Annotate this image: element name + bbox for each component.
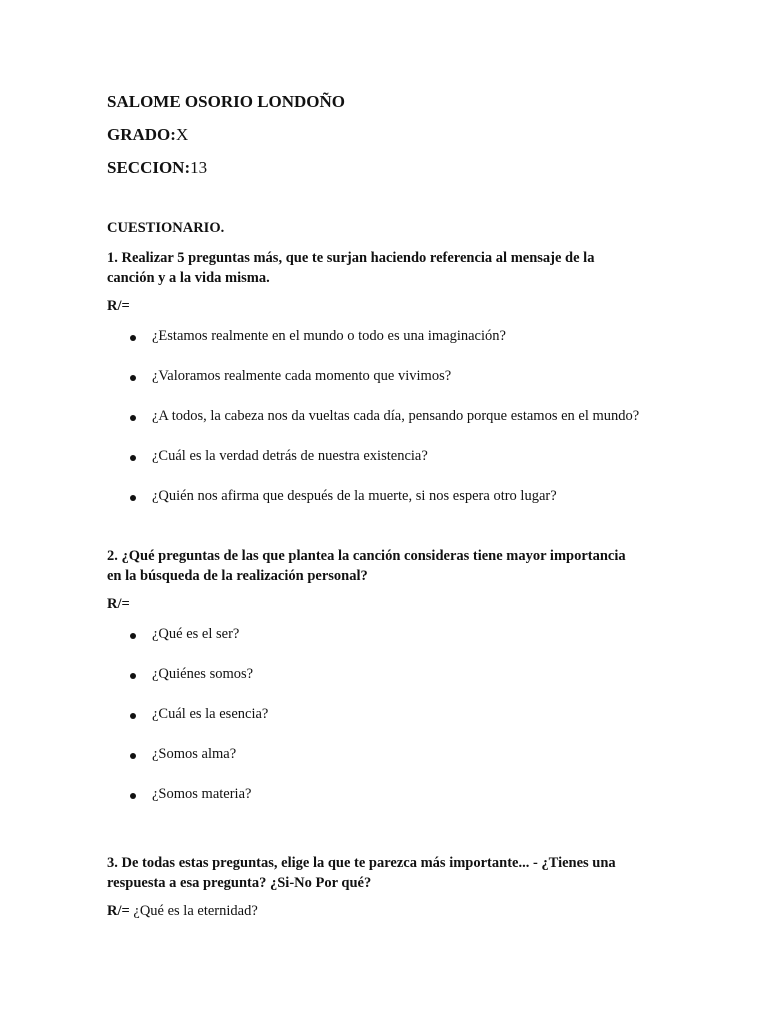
answer-3-label: R/= <box>107 903 130 919</box>
question-3 <box>107 853 687 893</box>
bullet-icon <box>130 673 136 679</box>
list-item: ¿Somos materia? <box>152 786 252 802</box>
question-1-line-1: 1. Realizar 5 preguntas más, que te surjan haciendo referencia al mensaje de la <box>107 250 595 266</box>
list-item: ¿A todos, la cabeza nos da vueltas cada día, pensando porque estamos en el mundo? <box>152 408 640 424</box>
student-name: SALOME OSORIO LONDOÑO <box>107 92 346 111</box>
bullet-icon <box>130 753 136 759</box>
answer-3 <box>107 903 258 920</box>
question-1-line-2: canción y a la vida misma. <box>107 270 270 286</box>
bullet-icon <box>130 375 136 381</box>
answer-3-text: ¿Qué es la eternidad? <box>129 903 258 919</box>
bullet-icon <box>130 415 136 421</box>
list-item: ¿Qué es el ser? <box>152 626 240 642</box>
answer-1-label: R/= <box>107 298 130 314</box>
bullet-icon <box>130 793 136 799</box>
section-title: CUESTIONARIO. <box>107 220 225 236</box>
list-item: ¿Quién nos afirma que después de la muerte, si nos espera otro lugar? <box>152 488 557 504</box>
bullet-icon <box>130 713 136 719</box>
seccion-label: SECCION: <box>107 158 191 177</box>
list-item: ¿Quiénes somos? <box>152 666 254 682</box>
list-item: ¿Somos alma? <box>152 746 237 762</box>
bullet-icon <box>130 455 136 461</box>
question-3-line-2: respuesta a esa pregunta? ¿Si-No Por qué? <box>107 875 372 891</box>
seccion-value: 13 <box>190 158 208 177</box>
grado-label: GRADO: <box>107 125 176 144</box>
grado-value: X <box>175 125 189 144</box>
list-item: ¿Estamos realmente en el mundo o todo es una imaginación? <box>152 328 506 344</box>
list-item: ¿Cuál es la verdad detrás de nuestra existencia? <box>152 448 428 464</box>
question-2-line-2: en la búsqueda de la realización personal? <box>107 568 368 584</box>
question-2 <box>107 546 687 586</box>
seccion-line <box>107 158 207 178</box>
bullet-icon <box>130 633 136 639</box>
bullet-icon <box>130 335 136 341</box>
list-item: ¿Cuál es la esencia? <box>152 706 269 722</box>
list-item: ¿Valoramos realmente cada momento que vivimos? <box>152 368 452 384</box>
answer-2-label: R/= <box>107 596 130 612</box>
question-1 <box>107 248 667 288</box>
bullet-icon <box>130 495 136 501</box>
answer-1 <box>107 298 130 315</box>
grado-line <box>107 125 188 145</box>
answer-2 <box>107 596 130 613</box>
question-3-line-1: 3. De todas estas preguntas, elige la que te parezca más importante... - ¿Tienes una <box>107 855 616 871</box>
question-2-line-1: 2. ¿Qué preguntas de las que plantea la canción consideras tiene mayor importancia <box>107 548 626 564</box>
